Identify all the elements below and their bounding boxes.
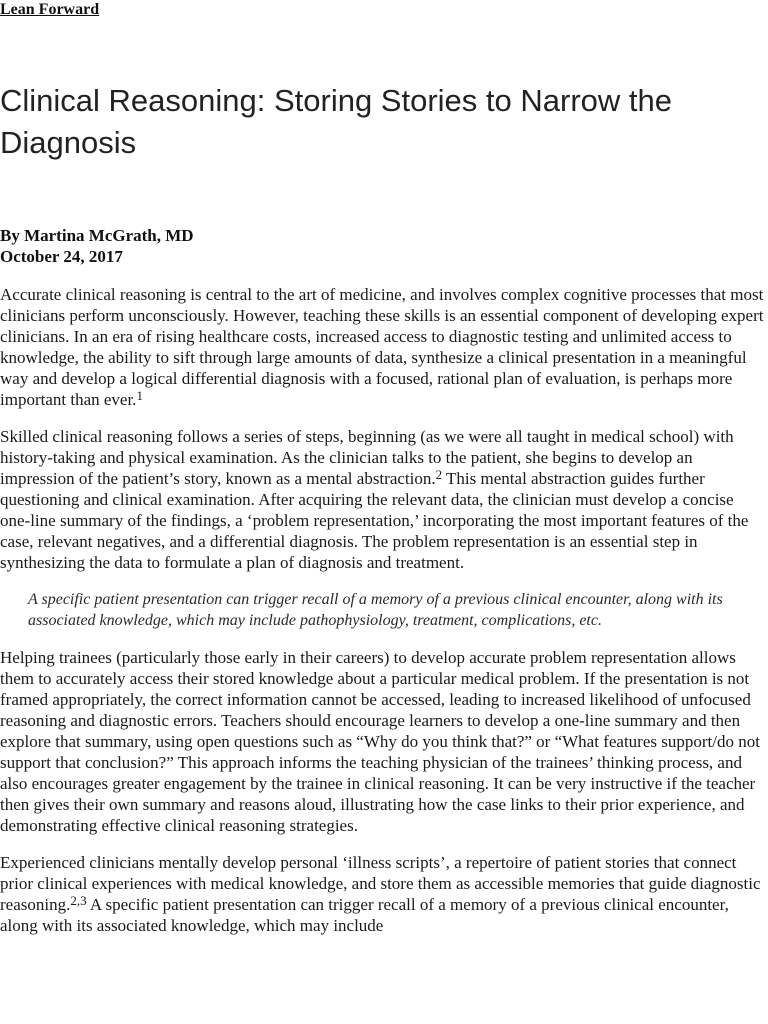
- paragraph-1-text: Accurate clinical reasoning is central to the art of medicine, and involves complex cognitive processes that most clinicians perform unconsciously. However, teaching these skills is an essential component of developing expert clinicians. In an era of rising healthcare costs, increased access to diagnostic testing and unlimited access to knowledge, the ability to sift through large amounts of data, synthesize a clinical presentation in a meaningful way and develop a logical differential diagnosis with a focused, rational plan of evaluation, is perhaps more important than ever.: [0, 285, 764, 409]
- section-link[interactable]: Lean Forward: [0, 1, 100, 18]
- paragraph-4-text-b: A specific patient presentation can trigger recall of a memory of a previous clinical encounter, along with its associated knowledge, which may include: [0, 895, 729, 935]
- footnote-ref[interactable]: 2,3: [70, 893, 87, 908]
- author-name: By Martina McGrath, MD: [0, 226, 194, 245]
- paragraph-2: [0, 426, 768, 573]
- byline: [0, 225, 194, 267]
- footnote-ref[interactable]: 1: [136, 388, 143, 403]
- paragraph-3-text: Helping trainees (particularly those early in their careers) to develop accurate problem representation allows them to accurately access their stored knowledge about a particular medical problem. If the presentation is not framed appropriately, the correct information cannot be accessed, leading to increased likelihood of unfocused reasoning and diagnostic errors. Teachers should encourage learners to develop a one-line summary and then explore that summary, using open questions such as “Why do you think that?” or “What features support/do not support that conclusion?” This approach informs the teaching physician of the trainees’ thinking process, and also encourages greater engagement by the trainee in clinical reasoning. It can be very instructive if the teacher then gives their own summary and reasons aloud, illustrating how the case links to their prior experience, and demonstrating effective clinical reasoning strategies.: [0, 648, 760, 835]
- article-body: [0, 284, 768, 952]
- publish-date: October 24, 2017: [0, 247, 123, 266]
- paragraph-1: [0, 284, 768, 410]
- footnote-ref[interactable]: 2: [435, 467, 443, 482]
- paragraph-3: [0, 647, 768, 836]
- paragraph-2-text-b: This mental abstraction guides further questioning and clinical examination. After acquiring the relevant data, the clinician must develop a concise one-line summary of the findings, a ‘problem representation,’ incorporating the most important features of the case, relevant negatives, and a differential diagnosis. The problem representation is an essential step in synthesizing the data to formulate a plan of diagnosis and treatment.: [0, 469, 749, 572]
- paragraph-4: [0, 852, 768, 936]
- paragraph-4-text-a: Experienced clinicians mentally develop personal ‘illness scripts’, a repertoire of patient stories that connect prior clinical experiences with medical knowledge, and store them as accessible memories that guide diagnostic reasoning.: [0, 853, 761, 914]
- pull-quote: A specific patient presentation can trigger recall of a memory of a previous clinical encounter, along with its associated knowledge, which may include pathophysiology, treatment, complications, etc.: [28, 591, 723, 629]
- paragraph-2-text-a: Skilled clinical reasoning follows a series of steps, beginning (as we were all taught in medical school) with history-taking and physical examination. As the clinician talks to the patient, she begins to develop an impression of the patient’s story, known as a mental abstraction.: [0, 427, 734, 488]
- article-title: Clinical Reasoning: Storing Stories to Narrow the Diagnosis: [0, 83, 672, 160]
